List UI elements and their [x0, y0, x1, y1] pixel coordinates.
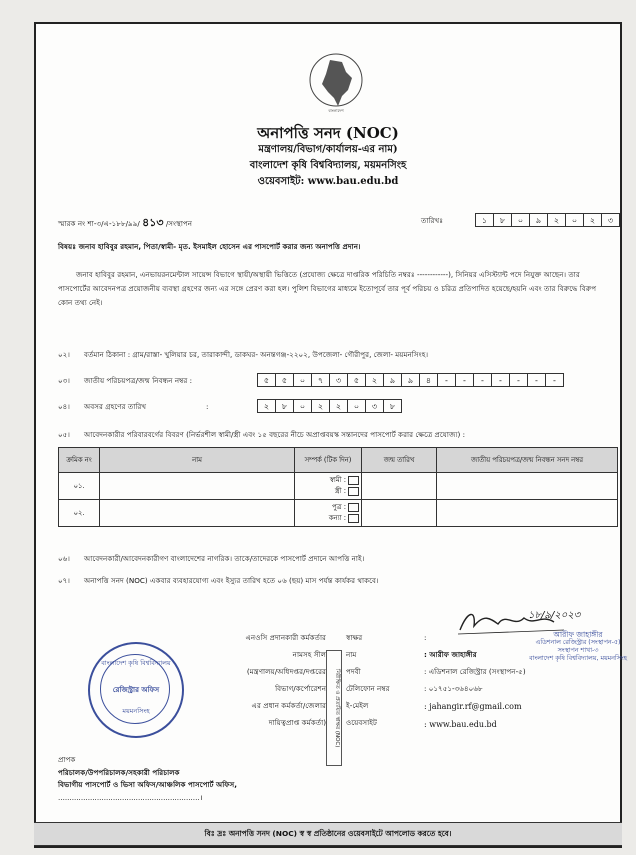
row-serial: ০২. — [59, 500, 100, 527]
memo-number: ৪১৩ — [142, 216, 164, 229]
item-05-text: আবেদনকারীর পরিবারবর্গের বিবরণ (নির্ভরশীল স্বামী/স্ত্রী এবং ১৫ বছরের নীচে অপ্রাপ্তবয়স্ক সন্তানদের পাসপোর্ট করার ক্ষেত্রে প্রযোজ্য) : — [84, 430, 466, 439]
nid-digit-box: ৯ — [383, 373, 402, 387]
field-value-name: : আরীফ জাহাঙ্গীর — [424, 649, 477, 659]
field-label-designation: পদবী — [346, 666, 361, 676]
retirement-digit-box: ৮ — [275, 399, 294, 413]
memo-suffix: /সংস্থাপন — [165, 219, 193, 228]
retirement-date-boxes — [258, 399, 402, 413]
recipient-block — [58, 754, 237, 804]
row-nid-cell[interactable] — [437, 473, 618, 500]
relation-checkbox[interactable] — [348, 514, 359, 523]
signature-date: ১৮/৯/২০২৩ — [528, 610, 581, 621]
family-table — [58, 447, 618, 527]
seal-line: সংস্থাপন শাখা-৩ — [557, 647, 599, 655]
field-label-signature: স্বাক্ষর — [346, 633, 363, 642]
item-06-num: ০৬। — [58, 554, 70, 563]
officer-left-label: এর প্রধান কর্মকর্তা/জেলার — [251, 700, 326, 710]
date-digit-box: ০ — [565, 213, 584, 227]
officer-field-values — [424, 630, 614, 735]
bangladesh-map-emblem — [308, 52, 364, 114]
col-name: নাম — [100, 448, 295, 473]
nid-digit-box: - — [473, 373, 492, 387]
nid-digit-box: - — [437, 373, 456, 387]
seal-top-text: বাংলাদেশ কৃষি বিশ্ববিদ্যালয় — [101, 659, 171, 667]
nid-digit-box: - — [491, 373, 510, 387]
item-04-colon: : — [206, 402, 209, 411]
date-label: তারিখঃ — [421, 216, 444, 225]
subject-line: বিষয়ঃ জনাব হাবিবুর রহমান, পিতা/স্বামী- মৃত. ইসমাইল হোসেন এর পাসপোর্ট করার জন্য অনাপত্তি প্রদান। — [58, 242, 361, 251]
vertical-verification-stamp: নিরীক্ষিত ও প্রত্যয়িত স্বাক্ষর (NOC) — [326, 650, 342, 766]
row-nid-cell[interactable] — [437, 500, 618, 527]
recipient-heading: প্রাপক — [58, 755, 76, 764]
nid-digit-box: ৫ — [275, 373, 294, 387]
nid-digit-box: ০ — [293, 373, 312, 387]
nid-digit-box: ৪ — [419, 373, 438, 387]
retirement-digit-box: ৮ — [383, 399, 402, 413]
item-02-address: বর্তমান ঠিকানা : গ্রাম/রাস্তা- খুলিয়ার চর, তারাকান্দী, ডাকঘর- অনন্তগঞ্জ-২২০২, উপজেলা- গৌরীপুর, জেলা- ময়মনসিংহ। — [84, 350, 429, 359]
date-digit-box: ৩ — [601, 213, 620, 227]
officer-left-label: দায়িত্বপ্রাপ্ত কর্মকর্তা) — [268, 717, 326, 727]
body-paragraph: জনাব হাবিবুর রহমান, এনভায়রনমেন্টাল সায়েন্স বিভাগে স্থায়ী/অস্থায়ী ভিত্তিতে (প্রযোজ্য ক্ষেত্রে দাপ্তরিক পরিচিতি নম্বরঃ ------------), সিনিয়র এসিস্ট্যান্ট পদে নিযুক্ত আছেন। তার পাসপোর্টের আবেদনপত্র প্রয়োজনীয় ব্যবস্থা গ্রহণের জন্য এর সঙ্গে প্রেরণ করা হল। পুলিশ বিভাগের মাধ্যমে ইতোপূর্বে তার পূর্ব পরিচয় ও চরিত্র প্রতিপাদিত হয়েছে/হয়নি এবং তার বিরুদ্ধে বিরুপ কোন তথ্য নেই। — [58, 270, 597, 308]
date-digit-box: ০ — [511, 213, 530, 227]
memo-line — [58, 216, 192, 231]
retirement-digit-box: ৩ — [365, 399, 384, 413]
field-value-signature: : — [424, 633, 427, 642]
seal-line: বাংলাদেশ কৃষি বিশ্ববিদ্যালয়, ময়মনসিংহ — [529, 655, 627, 663]
nid-digit-box: - — [455, 373, 474, 387]
col-nid: জাতীয় পরিচয়পত্র/জন্ম নিবন্ধন সনদ নম্বর — [437, 448, 618, 473]
item-02-num: ০২। — [58, 350, 70, 359]
noc-document — [34, 22, 627, 848]
item-04-num: ০৪। — [58, 402, 70, 411]
officer-left-labels — [176, 630, 326, 732]
seal-middle-text: রেজিস্ট্রার অফিস — [112, 686, 160, 694]
university-name: বাংলাদেশ কৃষি বিশ্ববিদ্যালয়, ময়মনসিংহ — [249, 160, 407, 171]
col-birthdate: জন্ম তারিখ — [362, 448, 437, 473]
field-value-email[interactable]: : jahangir.rf@gmail.com — [424, 701, 522, 711]
field-value-designation: : এডিশনাল রেজিস্ট্রার (সংস্থাপন-৫) — [424, 666, 526, 676]
nid-digit-box: ৫ — [347, 373, 366, 387]
row-birthdate-cell[interactable] — [362, 473, 437, 500]
col-relation: সম্পর্ক (টিক দিন) — [295, 448, 362, 473]
date-digit-box: ১ — [475, 213, 494, 227]
retirement-digit-box: ২ — [257, 399, 276, 413]
relation-checkbox[interactable] — [348, 476, 359, 485]
field-label-name: নাম — [346, 649, 357, 659]
table-row — [59, 473, 618, 500]
field-value-website[interactable]: : www.bau.edu.bd — [424, 720, 497, 730]
field-label-email: ই-মেইল — [346, 700, 369, 710]
date-digit-box: ২ — [547, 213, 566, 227]
officer-left-label: এনওসি প্রদানকারী কর্মকর্তার — [245, 633, 326, 642]
seal-bottom-text: ময়মনসিংহ — [122, 707, 150, 715]
relation-checkbox[interactable] — [348, 487, 359, 496]
row-birthdate-cell[interactable] — [362, 500, 437, 527]
field-label-website: ওয়েবসাইট — [346, 717, 377, 727]
date-digit-box: ২ — [583, 213, 602, 227]
item-07-text: অনাপত্তি সনদ (NOC) একবার ব্যবহারযোগ্য এবং ইস্যুর তারিখ হতে ০৬ (ছয়) মাস পর্যন্ত কার্যকর থাকবে। — [84, 576, 379, 585]
field-label-phone: টেলিফোন নম্বর — [346, 683, 390, 693]
row-name-cell[interactable] — [100, 473, 295, 500]
field-value-phone: : ০১৭৫১-৩৬৪০৬৮ — [424, 683, 483, 693]
nid-digit-box: - — [509, 373, 528, 387]
retirement-digit-box: ২ — [311, 399, 330, 413]
seal-line: আরীফ জাহাঙ্গীর — [553, 630, 603, 639]
row-serial: ০১. — [59, 473, 100, 500]
date-digit-box: ৯ — [529, 213, 548, 227]
family-table-header — [59, 448, 618, 473]
officer-field-labels — [346, 630, 416, 732]
nid-digit-box: ৯ — [401, 373, 420, 387]
university-round-seal — [88, 642, 184, 738]
retirement-digit-box: ২ — [329, 399, 348, 413]
relation-label: স্বামী : — [329, 476, 346, 485]
nid-digit-box: ২ — [365, 373, 384, 387]
nid-digit-box: ৩ — [329, 373, 348, 387]
row-relation-cell — [295, 473, 362, 500]
nid-digit-box: - — [545, 373, 564, 387]
nid-digit-box: - — [527, 373, 546, 387]
recipient-line: ..............................................................। — [58, 792, 203, 802]
svg-text:বাংলাদেশ: বাংলাদেশ — [328, 108, 344, 113]
item-03-num: ০৩। — [58, 376, 70, 385]
item-05-num: ০৫। — [58, 430, 70, 439]
relation-label: পুত্র : — [331, 503, 346, 512]
col-serial: ক্রমিক নং — [59, 448, 100, 473]
item-06-text: আবেদনকারী/আবেদনকারীগণ বাংলাদেশের নাগরিক। তাকে/তাদেরকে পাসপোর্ট প্রদানে আপত্তি নাই। — [84, 554, 365, 563]
officer-left-label: নামসহ সীল — [292, 649, 326, 659]
date-digit-box: ৮ — [493, 213, 512, 227]
relation-label: কন্যা : — [328, 514, 346, 522]
row-relation-cell — [295, 500, 362, 527]
footer-note: বিঃ দ্রঃ অনাপত্তি সনদ (NOC) স্ব স্ব প্রতিষ্ঠানের ওয়েবসাইটে আপলোড করতে হবে। — [34, 822, 622, 846]
table-row — [59, 500, 618, 527]
relation-checkbox[interactable] — [348, 503, 359, 512]
document-title: অনাপত্তি সনদ (NOC) — [257, 124, 399, 142]
ministry-line: মন্ত্রণালয়/বিভাগ/কার্যালয়-এর নাম) — [258, 144, 398, 155]
recipient-line: বিভাগীয় পাসপোর্ট ও ভিসা অফিস/আঞ্চলিক পাসপোর্ট অফিস, — [58, 780, 238, 790]
officer-left-label: বিভাগ/কর্পোরেশন — [275, 683, 326, 693]
retirement-digit-box: ০ — [347, 399, 366, 413]
item-04-label: অবসর গ্রহণের তারিখ — [84, 402, 147, 411]
officer-left-label: (মন্ত্রণালয়/অধিদপ্তর/দপ্তরের — [246, 666, 326, 676]
nid-digit-box: ৫ — [257, 373, 276, 387]
nid-digit-box: ৭ — [311, 373, 330, 387]
seal-line: এডিশনাল রেজিস্ট্রার (সংস্থাপন-৫) — [535, 639, 621, 647]
item-03-label: জাতীয় পরিচয়পত্র/জন্ম নিবন্ধন নম্বর : — [84, 376, 193, 385]
row-name-cell[interactable] — [100, 500, 295, 527]
relation-label: স্ত্রী : — [334, 487, 346, 495]
retirement-digit-box: ০ — [293, 399, 312, 413]
item-07-num: ০৭। — [58, 576, 70, 585]
recipient-line: পরিচালক/উপপরিচালক/সহকারী পরিচালক — [58, 767, 180, 777]
memo-label: স্মারক নং শা-৩/এ-১৮৮/৯৯/ — [58, 219, 140, 228]
website-line: ওয়েবসাইট: www.bau.edu.bd — [257, 176, 399, 187]
nid-boxes — [258, 373, 564, 387]
date-boxes — [476, 213, 620, 227]
